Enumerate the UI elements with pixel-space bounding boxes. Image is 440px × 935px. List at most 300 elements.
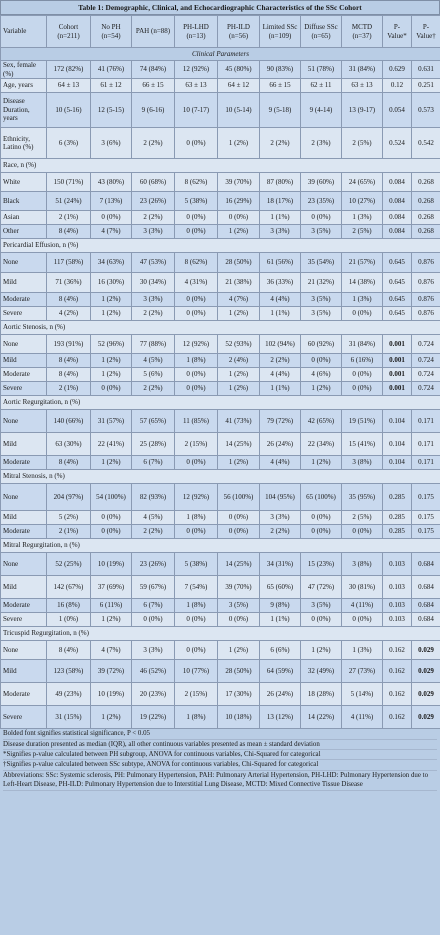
table-cell: 0.171 [412, 410, 440, 433]
table-cell: 4 (4%) [260, 456, 301, 470]
table-row [1, 79, 440, 93]
table-row [1, 382, 440, 396]
table-cell: 25 (28%) [132, 433, 175, 456]
table-cell: 1 (0%) [47, 613, 91, 627]
table-cell: 0.876 [412, 253, 440, 273]
table-cell: 20 (23%) [132, 683, 175, 706]
table-cell: 0.268 [412, 173, 440, 192]
table-cell: 0 (0%) [175, 128, 218, 159]
table-cell: 8 (4%) [47, 368, 91, 382]
table-cell: 4 (7%) [91, 225, 132, 239]
column-header: Cohort (n=211) [47, 16, 91, 48]
table-cell: 39 (70%) [218, 576, 260, 599]
significant-value: 0.029 [418, 666, 434, 675]
row-label: Black [1, 192, 47, 211]
table-cell: 0 (0%) [175, 382, 218, 396]
group-label: Mitral Stenosis, n (%) [1, 470, 440, 484]
table-cell: 10 (19%) [91, 553, 132, 576]
note-line: †Signifies p-value calculated between SSc subtype, ANOVA for continuous variables, Chi-Squared for categorical [3, 760, 437, 770]
row-label: Severe [1, 307, 47, 321]
table-cell: 0.162 [383, 660, 412, 683]
table-cell: 1 (2%) [91, 293, 132, 307]
table-cell: 4 (4%) [260, 368, 301, 382]
table-cell: 3 (5%) [301, 307, 342, 321]
characteristics-table [0, 15, 440, 729]
table-cell [383, 368, 412, 382]
table-cell: 12 (5-15) [91, 93, 132, 128]
row-label: None [1, 553, 47, 576]
table-cell: 0 (0%) [175, 211, 218, 225]
table-cell: 82 (93%) [132, 484, 175, 511]
table-row [1, 253, 440, 273]
table-cell: 47 (72%) [301, 576, 342, 599]
table-cell: 63 ± 13 [175, 79, 218, 93]
table-cell: 31 (15%) [47, 706, 91, 729]
table-cell: 0.103 [383, 599, 412, 613]
table-cell: 52 (93%) [218, 335, 260, 354]
table-cell: 0.645 [383, 293, 412, 307]
table-cell: 1 (2%) [218, 128, 260, 159]
table-cell: 0.171 [412, 456, 440, 470]
table-cell [412, 660, 440, 683]
table-cell: 1 (2%) [91, 307, 132, 321]
table-cell: 16 (8%) [47, 599, 91, 613]
table-cell: 4 (31%) [175, 273, 218, 293]
table-cell: 0.629 [383, 61, 412, 79]
table-cell: 1 (1%) [260, 382, 301, 396]
table-row [1, 683, 440, 706]
table-cell: 0 (0%) [175, 641, 218, 660]
table-cell: 10 (77%) [175, 660, 218, 683]
table-cell: 0 (0%) [301, 511, 342, 525]
table-cell: 0.684 [412, 599, 440, 613]
table-cell: 142 (67%) [47, 576, 91, 599]
table-cell: 0.084 [383, 225, 412, 239]
table-cell: 1 (1%) [260, 613, 301, 627]
table-cell: 0.084 [383, 173, 412, 192]
table-row [1, 706, 440, 729]
table-cell: 2 (5%) [342, 225, 383, 239]
table-cell: 6 (6%) [260, 641, 301, 660]
note-line: Disease duration presented as median (IQR), all other continuous variables presented as mean ± standard deviation [3, 740, 437, 750]
table-cell: 8 (62%) [175, 173, 218, 192]
table-cell: 6 (7%) [132, 456, 175, 470]
table-row [1, 128, 440, 159]
table-cell: 0.724 [412, 354, 440, 368]
table-cell: 51 (24%) [47, 192, 91, 211]
row-label: Ethnicity, Latino (%) [1, 128, 47, 159]
table-cell: 2 (1%) [47, 382, 91, 396]
table-cell: 19 (51%) [342, 410, 383, 433]
table-cell: 43 (80%) [91, 173, 132, 192]
row-label: None [1, 335, 47, 354]
table-cell: 0.542 [412, 128, 440, 159]
table-cell: 5 (2%) [47, 511, 91, 525]
table-row [1, 433, 440, 456]
table-cell: 3 (3%) [132, 641, 175, 660]
table-cell: 0 (0%) [175, 525, 218, 539]
table-cell: 47 (53%) [132, 253, 175, 273]
table-cell: 0.104 [383, 410, 412, 433]
table-cell: 24 (65%) [342, 173, 383, 192]
table-cell: 0 (0%) [175, 456, 218, 470]
table-cell: 0 (0%) [218, 511, 260, 525]
table-cell: 3 (6%) [91, 128, 132, 159]
column-header: No PH (n=54) [91, 16, 132, 48]
row-label: Severe [1, 613, 47, 627]
table-cell: 4 (7%) [91, 641, 132, 660]
table-cell: 5 (38%) [175, 192, 218, 211]
table-cell: 2 (2%) [132, 211, 175, 225]
table-cell: 4 (11%) [342, 706, 383, 729]
table-cell: 1 (2%) [91, 368, 132, 382]
table-cell: 4 (4%) [260, 293, 301, 307]
row-label: Mild [1, 576, 47, 599]
table-cell: 1 (1%) [260, 307, 301, 321]
table-cell: 3 (5%) [218, 599, 260, 613]
table-cell: 0 (0%) [218, 525, 260, 539]
table-cell: 8 (4%) [47, 354, 91, 368]
group-label: Aortic Regurgitation, n (%) [1, 396, 440, 410]
table-cell: 0.684 [412, 613, 440, 627]
row-label: Mild [1, 433, 47, 456]
table-cell: 1 (2%) [301, 382, 342, 396]
table-cell: 90 (83%) [260, 61, 301, 79]
table-cell: 8 (62%) [175, 253, 218, 273]
column-header: PH-ILD (n=56) [218, 16, 260, 48]
row-label: None [1, 410, 47, 433]
table-row [1, 511, 440, 525]
row-label: Mild [1, 273, 47, 293]
table-cell: 30 (34%) [132, 273, 175, 293]
table-cell [412, 683, 440, 706]
table-cell: 18 (28%) [301, 683, 342, 706]
table-cell: 0.104 [383, 456, 412, 470]
table-cell: 2 (4%) [218, 354, 260, 368]
table-cell: 0 (0%) [218, 613, 260, 627]
table-cell: 0.524 [383, 128, 412, 159]
table-cell: 0.285 [383, 511, 412, 525]
table-row [1, 484, 440, 511]
table-row [1, 576, 440, 599]
table-cell: 45 (80%) [218, 61, 260, 79]
table-cell: 1 (2%) [301, 456, 342, 470]
row-label: Moderate [1, 599, 47, 613]
table-row [1, 225, 440, 239]
table-cell: 0 (0%) [175, 307, 218, 321]
row-label: None [1, 484, 47, 511]
group-label: Pericardial Effusion, n (%) [1, 239, 440, 253]
table-cell: 28 (50%) [218, 253, 260, 273]
table-cell: 21 (32%) [301, 273, 342, 293]
table-row [1, 273, 440, 293]
table-cell: 61 ± 12 [91, 79, 132, 93]
table-cell: 102 (94%) [260, 335, 301, 354]
table-notes [0, 729, 440, 790]
table-cell [412, 706, 440, 729]
table-cell: 0 (0%) [342, 368, 383, 382]
column-header: MCTD (n=37) [342, 16, 383, 48]
table-cell: 71 (36%) [47, 273, 91, 293]
table-cell: 51 (78%) [301, 61, 342, 79]
table-cell: 7 (13%) [91, 192, 132, 211]
table-cell: 61 (56%) [260, 253, 301, 273]
table-cell: 5 (6%) [132, 368, 175, 382]
table-cell: 14 (38%) [342, 273, 383, 293]
table-cell: 0.268 [412, 192, 440, 211]
table-cell: 0.645 [383, 253, 412, 273]
table-cell: 17 (30%) [218, 683, 260, 706]
table-cell: 0.084 [383, 192, 412, 211]
table-cell: 1 (2%) [91, 613, 132, 627]
table-row [1, 368, 440, 382]
table-cell: 56 (100%) [218, 484, 260, 511]
row-label: Moderate [1, 683, 47, 706]
table-cell: 0 (0%) [342, 613, 383, 627]
table-cell: 87 (80%) [260, 173, 301, 192]
table-cell: 117 (58%) [47, 253, 91, 273]
table-row [1, 354, 440, 368]
section-subheader: Clinical Parameters [1, 48, 440, 61]
table-row [1, 61, 440, 79]
table-cell: 6 (3%) [47, 128, 91, 159]
table-cell: 2 (2%) [260, 128, 301, 159]
table-cell: 1 (8%) [175, 354, 218, 368]
column-header: PH-LHD (n=13) [175, 16, 218, 48]
table-cell: 0.285 [383, 525, 412, 539]
significant-value: 0.001 [389, 339, 405, 348]
table-cell: 1 (2%) [218, 382, 260, 396]
table-cell: 12 (92%) [175, 484, 218, 511]
table-cell: 0 (0%) [218, 211, 260, 225]
table-cell: 66 ± 15 [132, 79, 175, 93]
table-cell: 42 (65%) [301, 410, 342, 433]
row-label: Mild [1, 511, 47, 525]
group-label: Tricuspid Regurgitation, n (%) [1, 627, 440, 641]
table-cell: 12 (92%) [175, 61, 218, 79]
table-cell: 0 (0%) [175, 368, 218, 382]
table-cell: 3 (3%) [260, 225, 301, 239]
table-cell: 0.175 [412, 484, 440, 511]
table-row [1, 410, 440, 433]
table-cell: 15 (41%) [342, 433, 383, 456]
table-cell: 65 (100%) [301, 484, 342, 511]
table-cell: 62 ± 11 [301, 79, 342, 93]
row-label: Moderate [1, 456, 47, 470]
table-cell: 46 (52%) [132, 660, 175, 683]
table-cell: 4 (7%) [218, 293, 260, 307]
table-cell: 52 (25%) [47, 553, 91, 576]
table-cell: 37 (69%) [91, 576, 132, 599]
table-cell: 1 (2%) [218, 307, 260, 321]
table-cell: 21 (38%) [218, 273, 260, 293]
table-cell: 0 (0%) [301, 211, 342, 225]
table-cell: 2 (2%) [132, 525, 175, 539]
table-cell: 1 (8%) [175, 706, 218, 729]
table-cell: 31 (57%) [91, 410, 132, 433]
table-cell: 4 (5%) [132, 354, 175, 368]
table-cell: 0.724 [412, 382, 440, 396]
table-cell: 54 (100%) [91, 484, 132, 511]
table-cell: 2 (2%) [132, 382, 175, 396]
significant-value: 0.001 [389, 384, 405, 393]
table-cell: 2 (5%) [342, 511, 383, 525]
table-cell: 10 (19%) [91, 683, 132, 706]
table-cell: 65 (60%) [260, 576, 301, 599]
table-row [1, 641, 440, 660]
row-label: Asian [1, 211, 47, 225]
table-cell: 13 (9-17) [342, 93, 383, 128]
table-row [1, 93, 440, 128]
row-label: Mild [1, 354, 47, 368]
table-cell: 1 (2%) [218, 641, 260, 660]
table-cell: 0 (0%) [175, 225, 218, 239]
table-cell: 123 (58%) [47, 660, 91, 683]
group-label: Mitral Regurgitation, n (%) [1, 539, 440, 553]
column-header: PAH (n=88) [132, 16, 175, 48]
table-cell: 77 (88%) [132, 335, 175, 354]
table-cell: 3 (8%) [342, 456, 383, 470]
table-cell: 1 (1%) [260, 211, 301, 225]
table-cell: 10 (5-14) [218, 93, 260, 128]
table-row [1, 553, 440, 576]
table-cell: 22 (34%) [301, 433, 342, 456]
table-cell: 39 (70%) [218, 173, 260, 192]
table-cell: 60 (92%) [301, 335, 342, 354]
table-cell: 64 ± 13 [47, 79, 91, 93]
table-cell: 2 (15%) [175, 683, 218, 706]
column-header: Variable [1, 16, 47, 48]
table-cell: 0 (0%) [91, 525, 132, 539]
table-cell: 0.285 [383, 484, 412, 511]
table-cell: 0.251 [412, 79, 440, 93]
table-cell: 2 (2%) [260, 525, 301, 539]
table-cell: 22 (41%) [91, 433, 132, 456]
row-label: Other [1, 225, 47, 239]
table-row [1, 599, 440, 613]
table-cell: 2 (3%) [301, 128, 342, 159]
column-header: Diffuse SSc (n=65) [301, 16, 342, 48]
table-cell: 0.162 [383, 706, 412, 729]
table-cell: 66 ± 15 [260, 79, 301, 93]
table-cell: 10 (18%) [218, 706, 260, 729]
table-cell: 0 (0%) [91, 511, 132, 525]
table-cell: 59 (67%) [132, 576, 175, 599]
row-label: Moderate [1, 368, 47, 382]
table-cell: 39 (72%) [91, 660, 132, 683]
table-cell: 5 (14%) [342, 683, 383, 706]
table-cell: 0.724 [412, 368, 440, 382]
table-cell: 31 (84%) [342, 335, 383, 354]
table-cell: 0.054 [383, 93, 412, 128]
table-cell: 1 (2%) [218, 225, 260, 239]
table-cell: 26 (24%) [260, 683, 301, 706]
table-cell: 0.175 [412, 511, 440, 525]
table-cell: 1 (2%) [218, 368, 260, 382]
table-cell: 0.876 [412, 273, 440, 293]
table-cell: 0 (0%) [132, 613, 175, 627]
table-cell: 39 (60%) [301, 173, 342, 192]
table-cell: 0 (0%) [91, 211, 132, 225]
table-cell: 28 (50%) [218, 660, 260, 683]
group-label: Race, n (%) [1, 159, 440, 173]
table-cell: 204 (97%) [47, 484, 91, 511]
group-label: Aortic Stenosis, n (%) [1, 321, 440, 335]
table-cell: 0.268 [412, 225, 440, 239]
table-cell: 11 (85%) [175, 410, 218, 433]
row-label: Severe [1, 382, 47, 396]
table-cell: 0.103 [383, 576, 412, 599]
table-cell: 0.268 [412, 211, 440, 225]
table-cell: 0.175 [412, 525, 440, 539]
table-cell: 140 (66%) [47, 410, 91, 433]
table-cell: 1 (2%) [91, 354, 132, 368]
table-cell: 35 (95%) [342, 484, 383, 511]
table-title: Table 1: Demographic, Clinical, and Echocardiographic Characteristics of the SSc Cohort [0, 0, 440, 15]
table-cell: 0.103 [383, 613, 412, 627]
table-cell: 27 (73%) [342, 660, 383, 683]
table-cell: 0.162 [383, 641, 412, 660]
row-label: Severe [1, 706, 47, 729]
table-cell: 0.103 [383, 553, 412, 576]
table-cell: 64 ± 12 [218, 79, 260, 93]
table-cell: 2 (1%) [47, 211, 91, 225]
table-cell: 0.162 [383, 683, 412, 706]
table-cell: 0 (0%) [342, 525, 383, 539]
table-cell: 23 (35%) [301, 192, 342, 211]
table-row [1, 293, 440, 307]
note-line: Bolded font signifies statistical significance, P < 0.05 [3, 729, 437, 739]
header-row [1, 16, 440, 48]
table-cell: 172 (82%) [47, 61, 91, 79]
table-cell: 4 (6%) [301, 368, 342, 382]
table-cell: 0.724 [412, 335, 440, 354]
table-cell: 79 (72%) [260, 410, 301, 433]
table-row [1, 307, 440, 321]
table-cell: 4 (2%) [47, 307, 91, 321]
table-cell: 0.876 [412, 307, 440, 321]
note-line: Abbreviations: SSc: Systemic sclerosis, PH: Pulmonary Hypertension, PAH: Pulmonary Arterial Hypertension, PH-LHD: Pulmonary Hypertension due to Left-Heart Disease, PH-ILD: Pulmonary Hypertension due to Interstitial Lung Disease, MCTD: Mixed Connective Tissue Disease [3, 771, 437, 791]
table-row [1, 613, 440, 627]
table-cell: 30 (81%) [342, 576, 383, 599]
table-cell: 32 (49%) [301, 660, 342, 683]
table-cell: 150 (71%) [47, 173, 91, 192]
table-cell: 8 (4%) [47, 293, 91, 307]
table-cell: 26 (24%) [260, 433, 301, 456]
row-label: None [1, 641, 47, 660]
table-cell: 10 (7-17) [175, 93, 218, 128]
table-cell: 0 (0%) [175, 613, 218, 627]
row-label: Mild [1, 660, 47, 683]
table-cell: 3 (3%) [132, 225, 175, 239]
table-cell: 1 (3%) [342, 641, 383, 660]
table-cell: 63 ± 13 [342, 79, 383, 93]
table-cell: 0.876 [412, 293, 440, 307]
table-cell: 7 (54%) [175, 576, 218, 599]
table-cell: 9 (6-16) [132, 93, 175, 128]
table-cell: 1 (2%) [91, 456, 132, 470]
table-cell: 5 (38%) [175, 553, 218, 576]
table-cell [383, 335, 412, 354]
row-label: Sex, female (%) [1, 61, 47, 79]
table-cell: 104 (95%) [260, 484, 301, 511]
table-row [1, 173, 440, 192]
table-cell: 49 (23%) [47, 683, 91, 706]
table-cell: 9 (8%) [260, 599, 301, 613]
table-cell: 0.631 [412, 61, 440, 79]
table-cell: 18 (17%) [260, 192, 301, 211]
table-cell: 0 (0%) [301, 613, 342, 627]
